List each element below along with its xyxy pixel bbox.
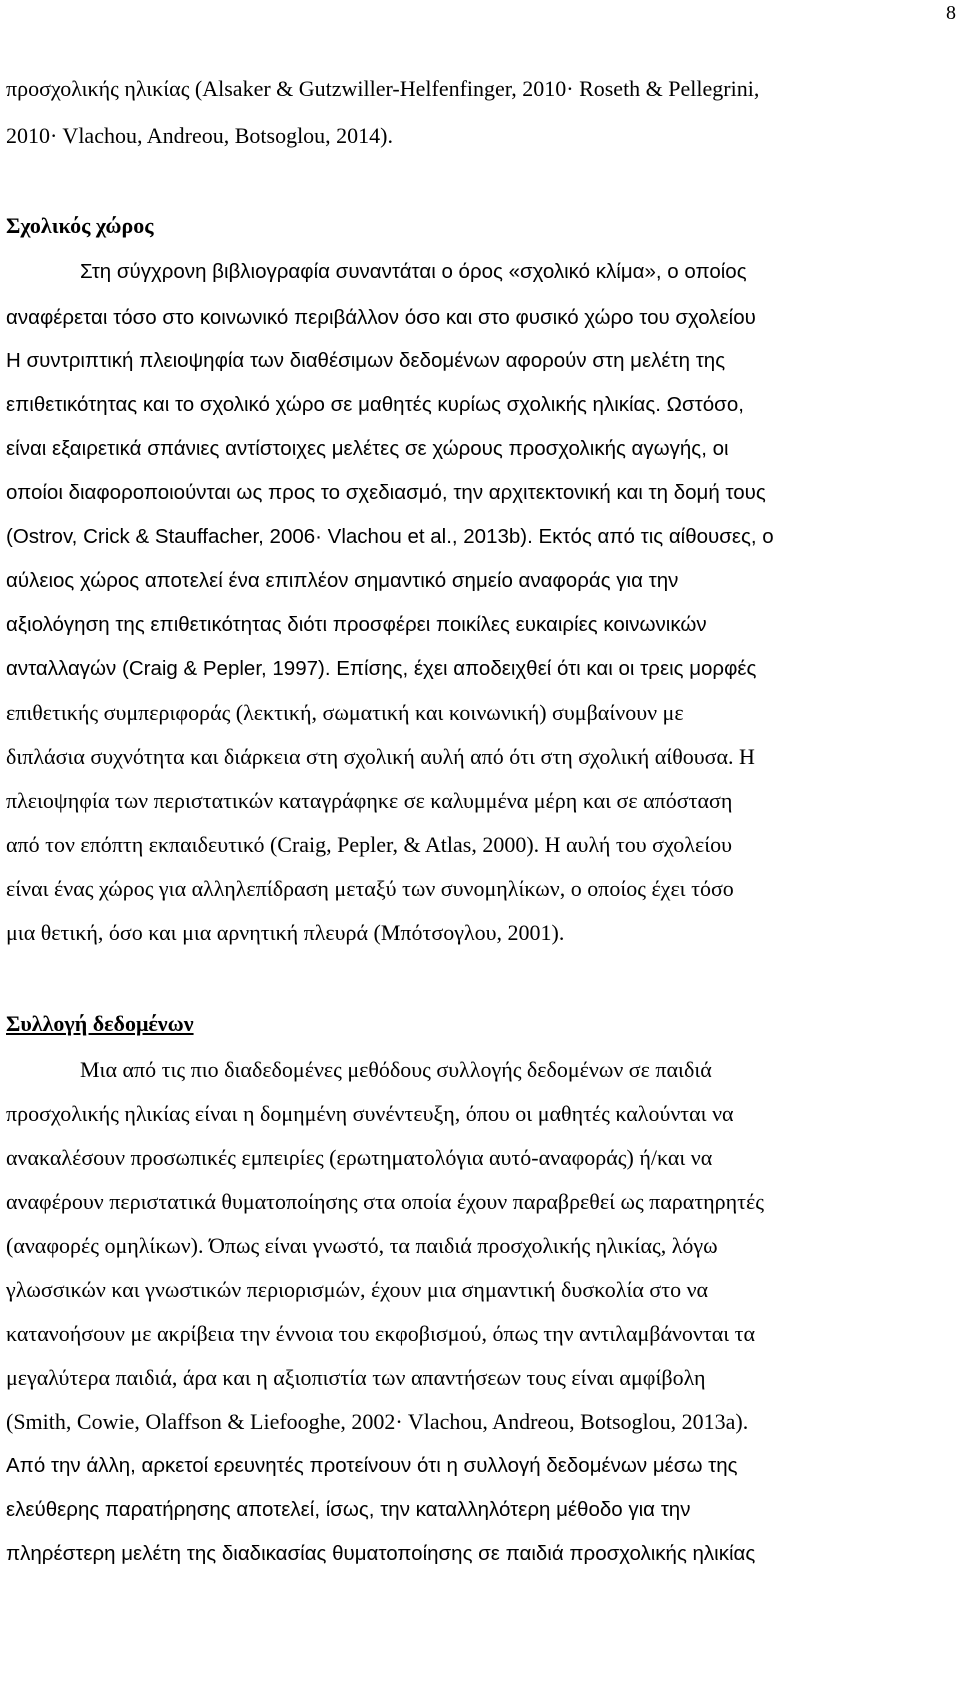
text-line: οποίοι διαφοροποιούνται ως προς το σχεδιασμό, την αρχιτεκτονική και τη δομή τους xyxy=(6,481,766,504)
text-line: πλειοψηφία των περιστατικών καταγράφηκε σε καλυμμένα μέρη και σε απόσταση xyxy=(6,788,733,813)
text-line: επιθετικότητας και το σχολικό χώρο σε μαθητές κυρίως σχολικής ηλικίας. Ωστόσο, xyxy=(6,393,744,416)
text-line: προσχολικής ηλικίας είναι η δομημένη συνέντευξη, όπου οι μαθητές καλούνται να xyxy=(6,1101,734,1126)
text-line: πληρέστερη μελέτη της διαδικασίας θυματοποίησης σε παιδιά προσχολικής ηλικίας xyxy=(6,1542,756,1565)
text-line: γλωσσικών και γνωστικών περιορισμών, έχουν μια σημαντική δυσκολία στο να xyxy=(6,1277,709,1302)
text-line: από τον επόπτη εκπαιδευτικό (Craig, Pepler, & Atlas, 2000). Η αυλή του σχολείου xyxy=(6,832,733,857)
text-line: αναφέρουν περιστατικά θυματοποίησης στα οποία έχουν παραβρεθεί ως παρατηρητές xyxy=(6,1189,764,1214)
text-line: Στη σύγχρονη βιβλιογραφία συναντάται ο όρος «σχολικό κλίμα», ο οποίος xyxy=(80,260,747,283)
text-line: μια θετική, όσο και μια αρνητική πλευρά (Μπότσογλου, 2001). xyxy=(6,920,565,945)
text-line: (Smith, Cowie, Olaffson & Liefooghe, 2002· Vlachou, Andreou, Botsoglou, 2013a). xyxy=(6,1409,749,1434)
text-line: (Ostrov, Crick & Stauffacher, 2006· Vlachou et al., 2013b). Εκτός από τις αίθουσες, ο xyxy=(6,525,774,548)
text-line: αξιολόγηση της επιθετικότητας διότι προσφέρει ποικίλες ευκαιρίες κοινωνικών xyxy=(6,613,707,636)
text-line: προσχολικής ηλικίας (Alsaker & Gutzwiller-Helfenfinger, 2010· Roseth & Pellegrini, xyxy=(6,76,760,101)
text-line: 2010· Vlachou, Andreou, Botsoglou, 2014). xyxy=(6,123,394,148)
text-line: ανταλλαγών (Craig & Pepler, 1997). Επίσης, έχει αποδειχθεί ότι και οι τρεις μορφές xyxy=(6,657,757,680)
text-line: (αναφορές ομηλίκων). Όπως είναι γνωστό, τα παιδιά προσχολικής ηλικίας, λόγω xyxy=(6,1233,718,1258)
text-line: Από την άλλη, αρκετοί ερευνητές προτείνουν ότι η συλλογή δεδομένων μέσω της xyxy=(6,1454,738,1477)
text-line: Η συντριπτική πλειοψηφία των διαθέσιμων δεδομένων αφορούν στη μελέτη της xyxy=(6,349,726,372)
text-line: αναφέρεται τόσο στο κοινωνικό περιβάλλον όσο και στο φυσικό χώρο του σχολείου xyxy=(6,306,756,329)
text-line: επιθετικής συμπεριφοράς (λεκτική, σωματική και κοινωνική) συμβαίνουν με xyxy=(6,700,684,725)
text-line: κατανοήσουν με ακρίβεια την έννοια του εκφοβισμού, όπως την αντιλαμβάνονται τα xyxy=(6,1321,756,1346)
text-line: μεγαλύτερα παιδιά, άρα και η αξιοπιστία των απαντήσεων τους είναι αμφίβολη xyxy=(6,1365,706,1390)
text-line: ελεύθερης παρατήρησης αποτελεί, ίσως, την καταλληλότερη μέθοδο για την xyxy=(6,1498,691,1521)
text-line: διπλάσια συχνότητα και διάρκεια στη σχολική αυλή από ότι στη σχολική αίθουσα. Η xyxy=(6,744,755,769)
page-number: 8 xyxy=(946,2,956,24)
section-heading: Συλλογή δεδομένων xyxy=(6,1011,194,1036)
text-line: είναι εξαιρετικά σπάνιες αντίστοιχες μελέτες σε χώρους προσχολικής αγωγής, οι xyxy=(6,437,729,460)
section-heading: Σχολικός χώρος xyxy=(6,213,154,238)
text-line: Μια από τις πιο διαδεδομένες μεθόδους συλλογής δεδομένων σε παιδιά xyxy=(80,1057,712,1082)
text-line: είναι ένας χώρος για αλληλεπίδραση μεταξύ των συνομηλίκων, ο οποίος έχει τόσο xyxy=(6,876,734,901)
text-line: ανακαλέσουν προσωπικές εμπειρίες (ερωτηματολόγια αυτό-αναφοράς) ή/και να xyxy=(6,1145,713,1170)
text-line: αύλειος χώρος αποτελεί ένα επιπλέον σημαντικό σημείο αναφοράς για την xyxy=(6,569,679,592)
